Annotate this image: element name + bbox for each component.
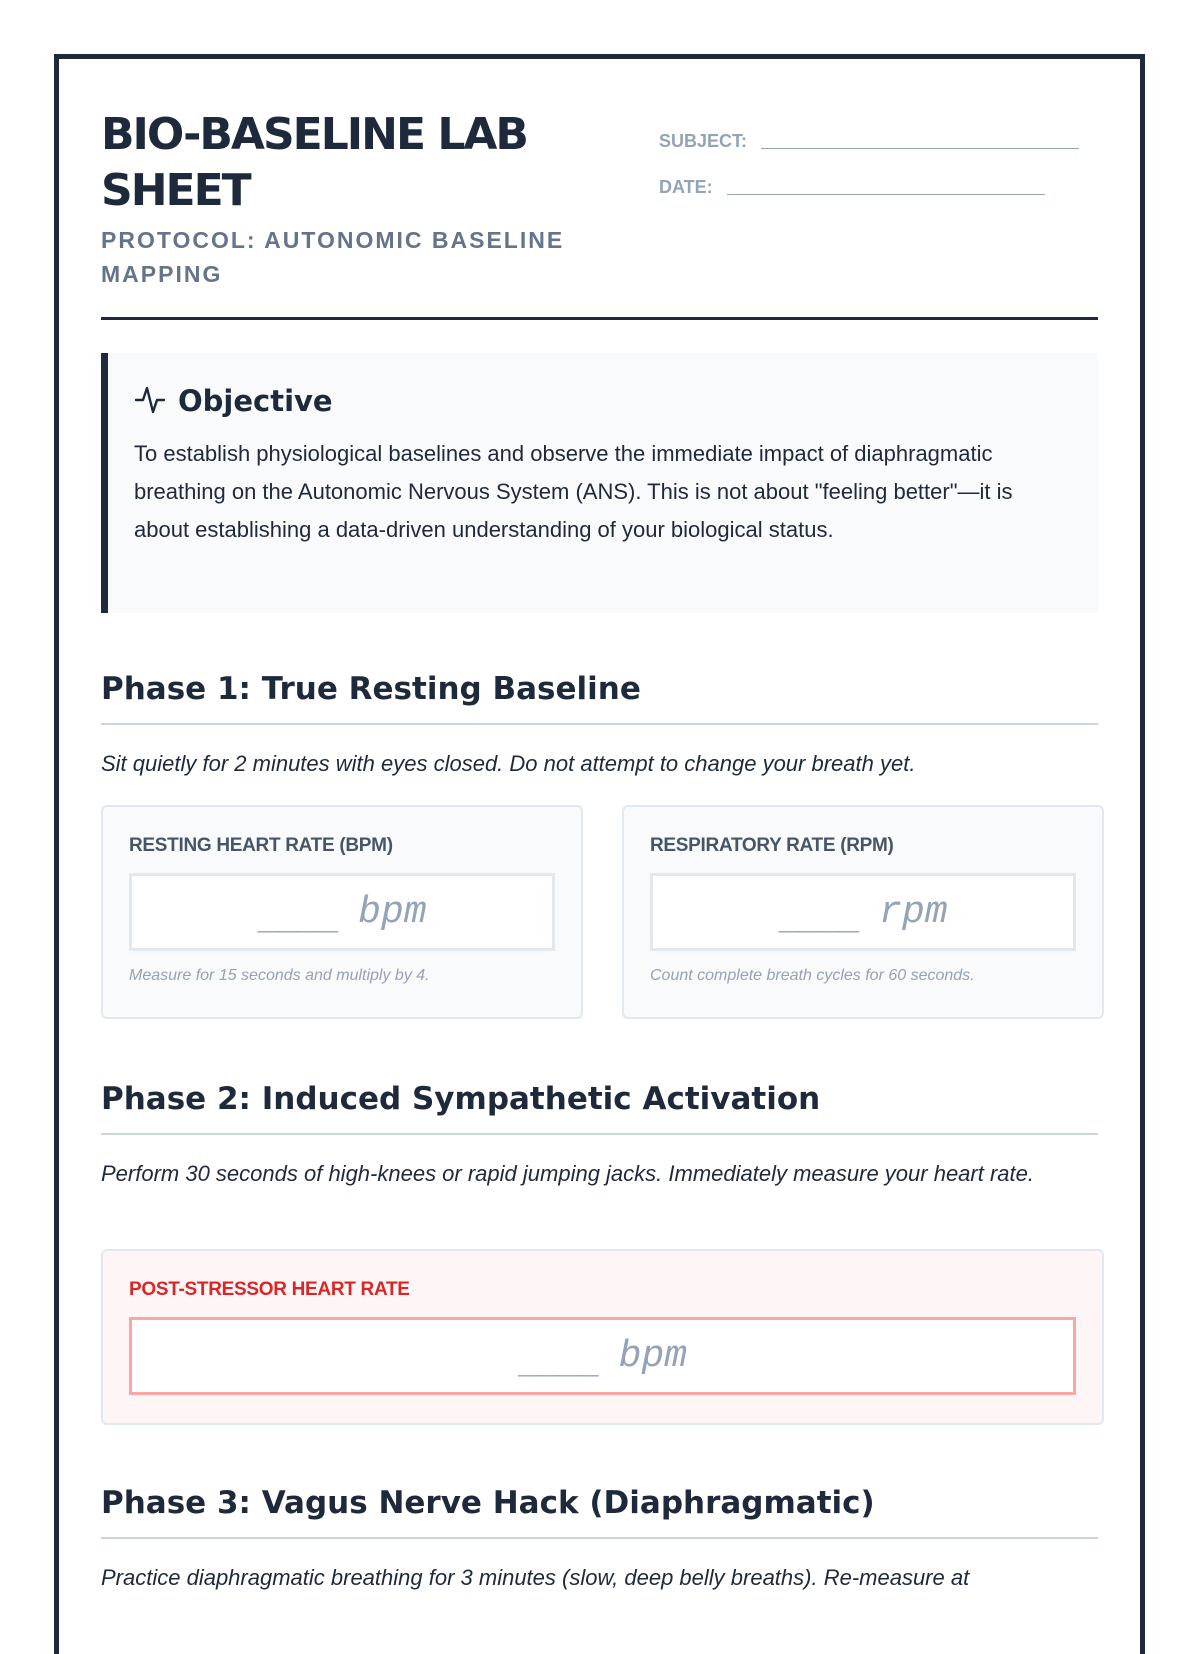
header-meta xyxy=(659,107,1099,199)
respiratory-rate-card xyxy=(622,805,1104,1019)
unit-label: rpm xyxy=(879,890,948,934)
sheet-content xyxy=(101,59,1098,1590)
unit-label: bpm xyxy=(358,890,427,934)
subject-row xyxy=(659,107,1099,153)
resting-heart-rate-card xyxy=(101,805,583,1019)
protocol-subtitle: PROTOCOL: AUTONOMIC BASELINE MAPPING xyxy=(101,227,565,287)
respiratory-rate-hint: Count complete breath cycles for 60 seconds. xyxy=(650,967,975,984)
entry-blank: ____ xyxy=(778,891,858,933)
subject-field[interactable] xyxy=(761,148,1079,149)
post-stressor-heart-rate-label: POST-STRESSOR HEART RATE xyxy=(129,1279,410,1300)
phase1-description: Sit quietly for 2 minutes with eyes closed. Do not attempt to change your breath yet. xyxy=(101,751,916,776)
post-stressor-heart-rate-card xyxy=(101,1249,1104,1425)
lab-sheet xyxy=(54,54,1145,1654)
resting-heart-rate-input[interactable] xyxy=(129,873,555,951)
sheet-header xyxy=(101,59,1098,320)
unit-label: bpm xyxy=(618,1334,688,1378)
respiratory-rate-label: RESPIRATORY RATE (RPM) xyxy=(650,835,894,856)
phase3-description: Practice diaphragmatic breathing for 3 minutes (slow, deep belly breaths). Re-measure at xyxy=(101,1565,970,1590)
phase3-title: Phase 3: Vagus Nerve Hack (Diaphragmatic) xyxy=(101,1481,1098,1539)
phase2-description: Perform 30 seconds of high-knees or rapid jumping jacks. Immediately measure your heart rate. xyxy=(101,1161,1034,1186)
objective-title: Objective xyxy=(178,384,333,418)
resting-heart-rate-hint: Measure for 15 seconds and multiply by 4. xyxy=(129,967,430,984)
post-stressor-heart-rate-input[interactable] xyxy=(129,1317,1076,1395)
respiratory-rate-input[interactable] xyxy=(650,873,1076,951)
pulse-icon xyxy=(134,383,166,419)
objective-header xyxy=(134,381,1064,421)
entry-blank: ____ xyxy=(517,1335,597,1377)
objective-text: To establish physiological baselines and observe the immediate impact of diaphragmatic breathing on the Autonomic Nervous System (ANS). This is not about "feeling better"—it is about establishing a data-driven understanding of your biological status. xyxy=(134,441,1013,542)
page-title: BIO-BASELINE LAB SHEET xyxy=(101,109,527,216)
subject-label: SUBJECT: xyxy=(659,131,748,151)
date-row xyxy=(659,153,1099,199)
phase1-title: Phase 1: True Resting Baseline xyxy=(101,667,1098,725)
resting-heart-rate-label: RESTING HEART RATE (BPM) xyxy=(129,835,393,856)
date-field[interactable] xyxy=(727,194,1045,195)
date-label: DATE: xyxy=(659,177,713,197)
entry-blank: ____ xyxy=(257,891,337,933)
objective-box xyxy=(101,353,1098,613)
phase2-title: Phase 2: Induced Sympathetic Activation xyxy=(101,1077,1098,1135)
